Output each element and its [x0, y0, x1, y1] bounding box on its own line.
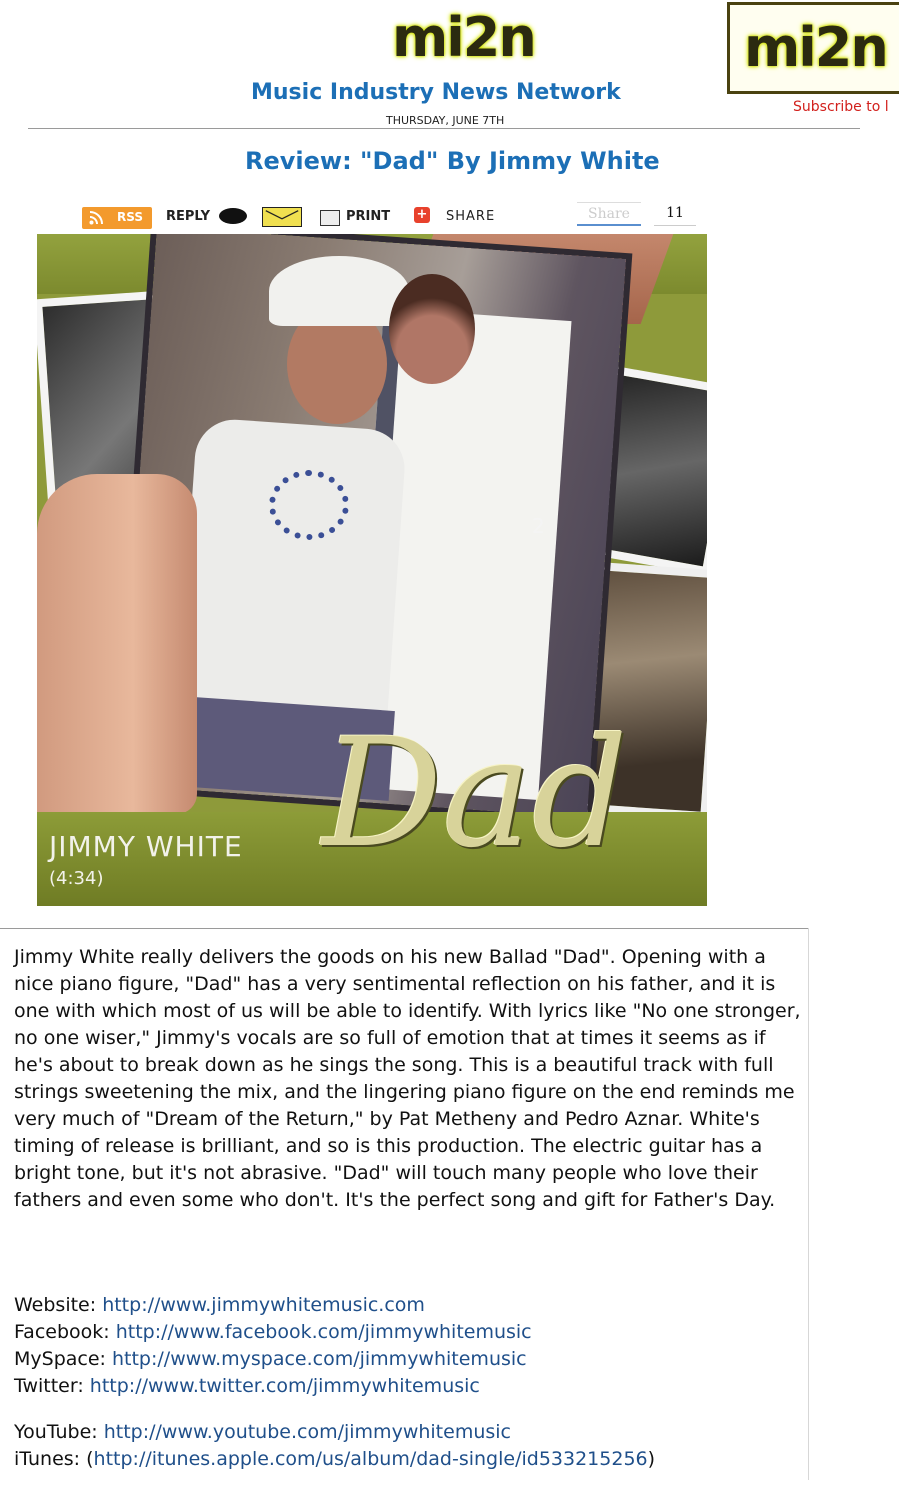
speech-bubble-icon[interactable]: [219, 208, 247, 224]
printer-icon[interactable]: [320, 210, 340, 226]
site-logo[interactable]: mi2n: [392, 6, 535, 69]
article-body: Jimmy White really delivers the goods on his new Ballad "Dad". Opening with a nice piano figure, "Dad" has a very sentimental reflection on his father, and it is one with which most of us will be able to identify. With lyrics like "No one stronger, no one wiser," Jimmy's vocals are so full of emotion that at times it seems as if he's about to break down as he sings the song. This is a beautiful track with full strings sweetening the mix, and the lingering piano figure on the end reminds me very much of "Dream of the Return," by Pat Metheny and Pedro Aznar. White's timing of release is brilliant, and so is this production. The electric guitar has a bright tone, but it's not abrasive. "Dad" will touch many people who love their fathers and even some who don't. It's the perfect song and gift for Father's Day.: [14, 946, 801, 1211]
right-divider: [808, 928, 809, 1480]
cover-shirt: [177, 417, 407, 731]
link-row-twitter: [14, 1373, 480, 1400]
side-logo[interactable]: mi2n: [744, 16, 887, 79]
link-label: Website:: [14, 1294, 103, 1316]
plus-icon[interactable]: +: [414, 207, 430, 223]
link-label: Twitter:: [14, 1375, 90, 1397]
link-row-myspace: [14, 1346, 527, 1373]
link-row-website: [14, 1292, 425, 1319]
link-label: YouTube:: [14, 1421, 104, 1443]
content-divider: [0, 928, 808, 929]
page-title: Review: "Dad" By Jimmy White: [245, 147, 660, 175]
reply-button[interactable]: REPLY: [166, 209, 211, 224]
cover-script-title: Dad: [322, 707, 628, 881]
share-count: 11: [654, 202, 696, 226]
link-row-itunes: [14, 1446, 655, 1473]
link-suffix: ): [647, 1448, 656, 1470]
album-cover-image: [37, 234, 707, 906]
email-icon[interactable]: [262, 207, 302, 227]
link-row-youtube: [14, 1419, 511, 1446]
link-label: iTunes:: [14, 1448, 87, 1470]
link-label: Facebook:: [14, 1321, 116, 1343]
link-prefix: (: [86, 1448, 94, 1470]
header-divider: [28, 128, 860, 129]
cover-shirt-emblem: [269, 470, 349, 540]
rss-label: RSS: [117, 210, 143, 224]
cover-hat: [269, 256, 409, 326]
website-link[interactable]: http://www.jimmywhitemusic.com: [102, 1294, 425, 1316]
network-name: Music Industry News Network: [251, 80, 621, 105]
myspace-link[interactable]: http://www.myspace.com/jimmywhitemusic: [111, 1348, 527, 1370]
cover-house-number: 2: [532, 514, 545, 538]
cover-hand: [37, 474, 197, 814]
subscribe-link[interactable]: Subscribe to l: [793, 99, 889, 115]
share-link[interactable]: SHARE: [446, 209, 496, 224]
twitter-link[interactable]: http://www.twitter.com/jimmywhitemusic: [89, 1375, 480, 1397]
share-button[interactable]: Share: [577, 202, 641, 226]
rss-icon: [89, 211, 103, 225]
date-line: THURSDAY, JUNE 7TH: [386, 114, 505, 127]
facebook-link[interactable]: http://www.facebook.com/jimmywhitemusic: [115, 1321, 532, 1343]
print-button[interactable]: PRINT: [346, 209, 391, 224]
cover-artist-name: JIMMY WHITE: [49, 830, 243, 863]
link-label: MySpace:: [14, 1348, 112, 1370]
cover-face-son: [389, 274, 475, 384]
itunes-link[interactable]: http://itunes.apple.com/us/album/dad-single/id533215256: [93, 1448, 648, 1470]
link-row-facebook: [14, 1319, 532, 1346]
youtube-link[interactable]: http://www.youtube.com/jimmywhitemusic: [103, 1421, 511, 1443]
cover-duration: (4:34): [49, 868, 104, 889]
